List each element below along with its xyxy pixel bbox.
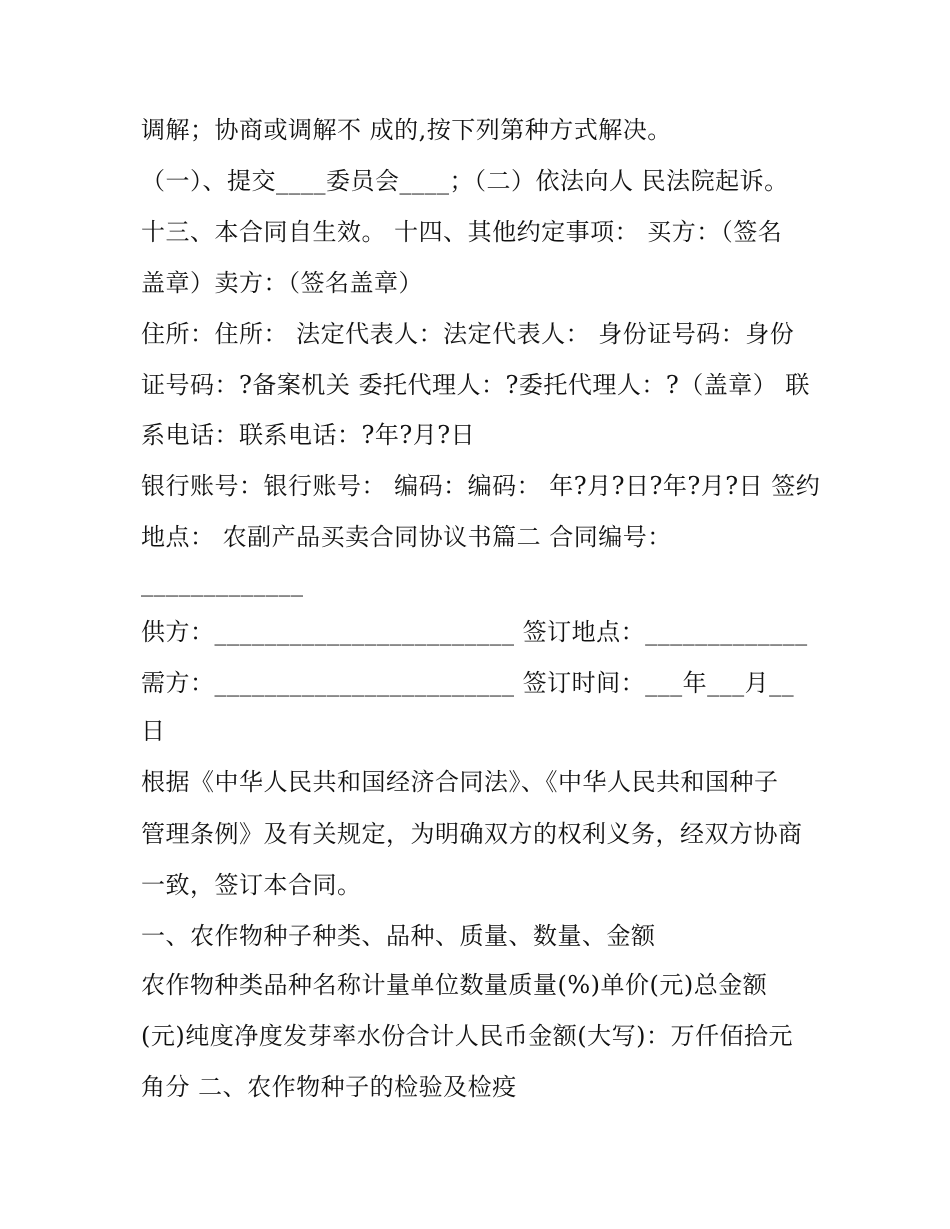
text-line: 地点： 农副产品买卖合同协议书篇二 合同编号： (141, 523, 672, 551)
text-line: 住所：住所： 法定代表人：法定代表人： 身份证号码：身份 (141, 320, 795, 348)
text-line: 盖章）卖方：（签名盖章） (141, 269, 423, 297)
text-line: 十三、本合同自生效。 十四、其他约定事项： 买方：（签名 (141, 218, 783, 246)
text-line: 银行账号：银行账号： 编码：编码： 年?月?日?年?月?日 签约 (141, 472, 821, 500)
text-line: （一）、提交____委员会____；（二）依法向人 民法院起诉。 (141, 167, 789, 195)
text-line: 系电话：联系电话：?年?月?日 (141, 421, 476, 449)
section-heading: 一、农作物种子种类、品种、质量、数量、金额 (141, 922, 656, 950)
text-line: 根据《中华人民共和国经济合同法》、《中华人民共和国种子 (141, 768, 779, 796)
text-line: 调解；协商或调解不 成的,按下列第种方式解决。 (141, 116, 672, 144)
text-line: 角分 二、农作物种子的检验及检疫 (141, 1073, 517, 1101)
supplier-line: 供方：________________________ 签订地点：_____________ (141, 618, 808, 646)
text-line: 管理条例》及有关规定，为明确双方的权利义务，经双方协商 (141, 820, 803, 848)
text-line: 日 (141, 717, 166, 745)
text-line: (元)纯度净度发芽率水份合计人民币金额(大写)：万仟佰拾元 (141, 1022, 793, 1050)
text-line: 农作物种类品种名称计量单位数量质量(%)单价(元)总金额 (141, 971, 768, 999)
contract-number-blank: _____________ (141, 569, 304, 597)
text-line: 证号码：?备案机关 委托代理人：?委托代理人：?（盖章） 联 (141, 371, 810, 399)
text-line: 一致，签订本合同。 (141, 871, 362, 899)
buyer-line: 需方：________________________ 签订时间：___年___月__ (141, 669, 795, 697)
